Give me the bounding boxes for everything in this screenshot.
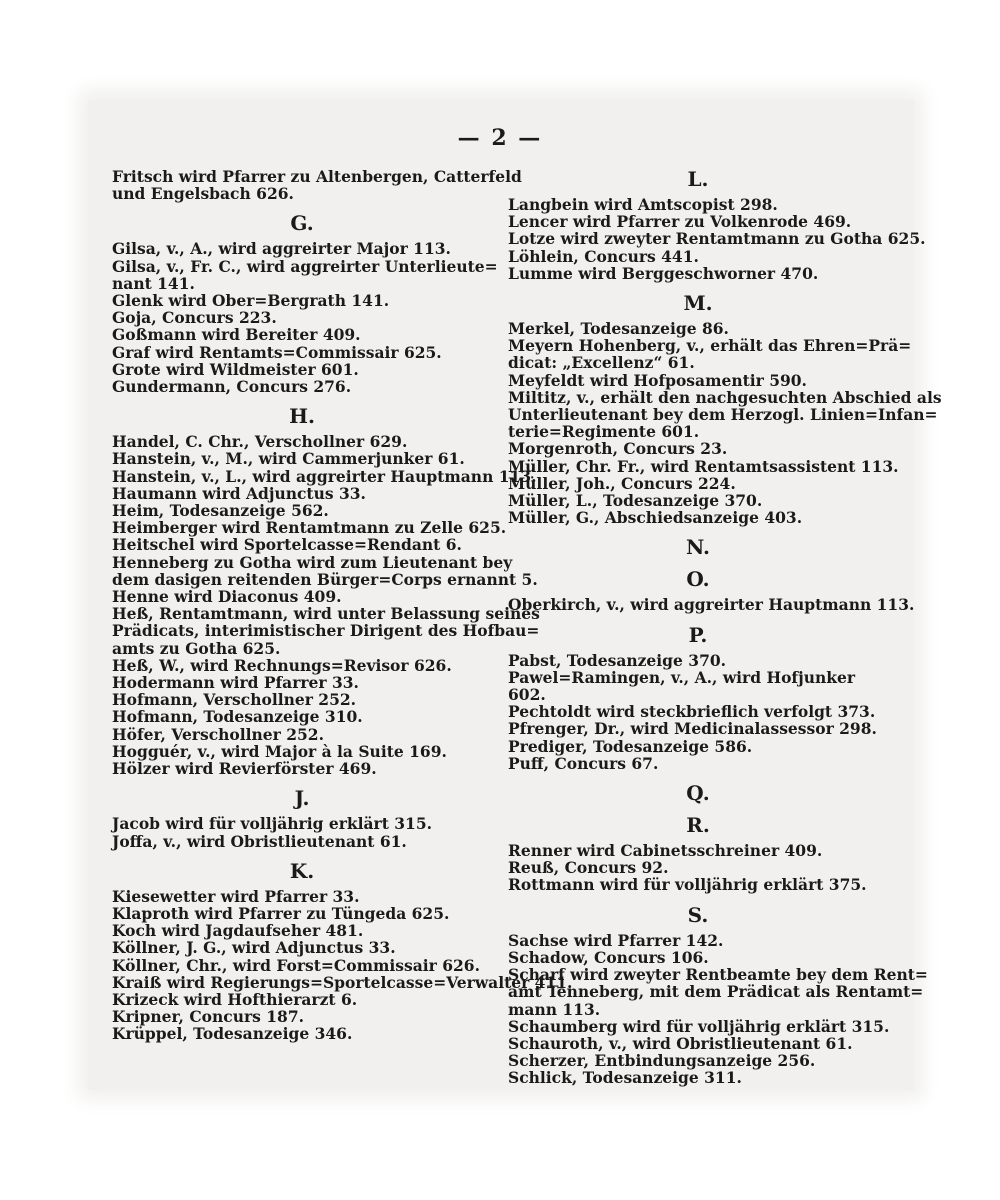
index-entry (112, 326, 492, 343)
entry-line: Pechtoldt wird steckbrieflich verfolgt 373. (508, 702, 876, 722)
entry-line: Haumann wird Adjunctus 33. (112, 483, 366, 503)
section-letter: N. (686, 535, 710, 560)
index-entry (508, 703, 888, 720)
entry-line: Scherzer, Entbindungsanzeige 256. (508, 1051, 816, 1071)
index-entry (112, 466, 537, 486)
index-entry (112, 309, 492, 326)
entry-line: Heß, Rentamtmann, wird unter Belassung seines (112, 604, 540, 624)
entry-line: amt Tenneberg, mit dem Prädicat als Rentamt= (508, 982, 924, 1002)
entry-line: Grote wird Wildmeister 601. (112, 359, 359, 379)
entry-line: Handel, C. Chr., Verschollner 629. (112, 432, 408, 452)
index-entry (112, 726, 492, 743)
index-entry (508, 229, 926, 249)
index-entry (508, 213, 888, 230)
entry-line: Oberkirch, v., wird aggreirter Hauptmann 113. (508, 595, 915, 615)
entry-line: mann 113. (508, 999, 601, 1019)
index-entry (112, 1025, 492, 1042)
entry-line: Köllner, Chr., wird Forst=Commissair 626. (112, 955, 480, 975)
index-entry (112, 1008, 492, 1025)
index-entry (112, 433, 492, 450)
index-entry (112, 905, 492, 922)
entry-line: Goßmann wird Bereiter 409. (112, 325, 361, 345)
entry-line: Henne wird Diaconus 409. (112, 587, 342, 607)
entry-line: Henneberg zu Gotha wird zum Lieutenant bey (112, 552, 513, 572)
entry-line: dicat: „Excellenz“ 61. (508, 353, 695, 373)
entry-line: Hogguér, v., wird Major à la Suite 169. (112, 741, 447, 761)
index-entry (508, 387, 942, 442)
entry-line: Müller, Joh., Concurs 224. (508, 473, 736, 493)
index-entry (112, 240, 492, 257)
entry-line: Müller, Chr. Fr., wird Rentamtsassistent 113. (508, 456, 899, 476)
entry-line: Sachse wird Pfarrer 142. (508, 930, 724, 950)
right-column (508, 167, 942, 1088)
entry-line: Goja, Concurs 223. (112, 308, 277, 328)
index-entry (508, 196, 888, 213)
entry-line: Müller, L., Todesanzeige 370. (508, 491, 763, 511)
index-entry (112, 760, 492, 777)
section-letter: G. (290, 211, 314, 236)
entry-line: Kiesewetter wird Pfarrer 33. (112, 886, 360, 906)
entry-line: Heim, Todesanzeige 562. (112, 501, 329, 521)
index-entry (112, 957, 492, 974)
entry-line: Meyfeldt wird Hofposamentir 590. (508, 370, 807, 390)
index-entry (508, 1069, 888, 1086)
section-letter: O. (686, 567, 710, 592)
index-entry (508, 265, 888, 282)
entry-line: Prediger, Todesanzeige 586. (508, 736, 753, 756)
index-entry (508, 876, 888, 893)
entry-line: Kraiß wird Regierungs=Sportelcasse=Verwalter 411. (112, 972, 573, 992)
entry-line: 602. (508, 685, 546, 705)
index-entry (112, 536, 492, 553)
entry-line: Pfrenger, Dr., wird Medicinalassessor 298. (508, 719, 877, 739)
entry-line: Unterlieutenant bey dem Herzogl. Linien=Infan= (508, 405, 938, 425)
index-entry (508, 372, 888, 389)
index-entry (508, 440, 888, 457)
entry-line: terie=Regimente 601. (508, 422, 700, 442)
entry-line: Schaumberg wird für volljährig erklärt 315. (508, 1016, 890, 1036)
entry-line: Meyern Hohenberg, v., erhält das Ehren=Prä= (508, 336, 912, 356)
index-entry (112, 708, 492, 725)
index-entry (112, 939, 492, 956)
entry-line: Hanstein, v., L., wird aggreirter Hauptmann 113. (112, 466, 537, 486)
entry-line: dem dasigen reitenden Bürger=Corps ernannt 5. (112, 569, 538, 589)
entry-line: Hofmann, Verschollner 252. (112, 690, 357, 710)
entry-line: Fritsch wird Pfarrer zu Altenbergen, Catterfeld (112, 167, 522, 186)
index-entry (508, 1035, 888, 1052)
entry-line: Joffa, v., wird Obristlieutenant 61. (112, 831, 407, 851)
entry-line: Klaproth wird Pfarrer zu Tüngeda 625. (112, 903, 450, 923)
index-entry (508, 842, 888, 859)
entry-line: Löhlein, Concurs 441. (508, 246, 699, 266)
entry-line: Kripner, Concurs 187. (112, 1007, 305, 1027)
index-entry (508, 652, 888, 669)
entry-line: Hodermann wird Pfarrer 33. (112, 673, 359, 693)
index-entry (508, 932, 888, 949)
section-letter: L. (687, 167, 709, 191)
index-entry (112, 888, 492, 905)
entry-line: Renner wird Cabinetsschreiner 409. (508, 841, 823, 861)
entry-line: Lumme wird Berggeschworner 470. (508, 263, 819, 283)
entry-line: Gundermann, Concurs 276. (112, 377, 352, 397)
section-letter: K. (289, 858, 315, 883)
entry-line: Heß, W., wird Rechnungs=Revisor 626. (112, 655, 452, 675)
page-number: — 2 — (457, 125, 543, 151)
section-letter: Q. (686, 781, 710, 806)
entry-line: Müller, G., Abschiedsanzeige 403. (508, 508, 803, 528)
entry-line: Scharf wird zweyter Rentbeamte bey dem Rent= (508, 965, 928, 985)
entry-line: Krizeck wird Hofthierarzt 6. (112, 989, 358, 1009)
index-entry (508, 475, 888, 492)
index-entry (112, 972, 573, 992)
entry-line: Glenk wird Ober=Bergrath 141. (112, 291, 390, 311)
index-entry (112, 991, 492, 1008)
entry-line: Schlick, Todesanzeige 311. (508, 1068, 742, 1088)
index-entry (112, 691, 492, 708)
entry-line: Jacob wird für volljährig erklärt 315. (112, 814, 433, 834)
section-letter: H. (289, 404, 315, 429)
section-letter: J. (294, 786, 310, 811)
entry-line: Lotze wird zweyter Rentamtmann zu Gotha 625. (508, 229, 926, 249)
index-entry (508, 456, 899, 476)
entry-line: Heimberger wird Rentamtmann zu Zelle 625. (112, 518, 507, 538)
index-entry (112, 743, 492, 760)
index-entry (112, 518, 507, 538)
section-letter: R. (686, 813, 710, 838)
index-entry (112, 378, 492, 395)
index-entry (112, 502, 492, 519)
entry-line: Gilsa, v., Fr. C., wird aggreirter Unterlieute= (112, 256, 498, 276)
entry-line: Schadow, Concurs 106. (508, 947, 709, 967)
index-entry (112, 256, 498, 293)
index-entry (508, 949, 888, 966)
section-letter: M. (683, 291, 713, 316)
index-entry (112, 361, 492, 378)
index-entry (112, 450, 492, 467)
index-entry (508, 248, 888, 265)
entry-line: Hofmann, Todesanzeige 310. (112, 707, 363, 727)
index-entry (508, 320, 888, 337)
index-entry (112, 588, 492, 605)
entry-line: Heitschel wird Sportelcasse=Rendant 6. (112, 535, 462, 555)
entry-line: Lencer wird Pfarrer zu Volkenrode 469. (508, 212, 852, 232)
entry-line: Höfer, Verschollner 252. (112, 724, 324, 744)
entry-line: nant 141. (112, 273, 195, 293)
entry-line: Koch wird Jagdaufseher 481. (112, 921, 364, 941)
entry-line: Puff, Concurs 67. (508, 753, 659, 773)
index-entry (508, 492, 888, 509)
entry-line: Rottmann wird für volljährig erklärt 375. (508, 875, 867, 895)
index-entry (112, 674, 492, 691)
entry-line: Reuß, Concurs 92. (508, 858, 669, 878)
index-entry (112, 344, 492, 361)
index-entry (508, 1018, 888, 1035)
entry-line: Merkel, Todesanzeige 86. (508, 319, 729, 339)
index-entry (508, 738, 888, 755)
entry-line: Gilsa, v., A., wird aggreirter Major 113. (112, 239, 451, 259)
entry-line: Krüppel, Todesanzeige 346. (112, 1024, 353, 1044)
entry-line: amts zu Gotha 625. (112, 638, 281, 658)
entry-line: Hanstein, v., M., wird Cammerjunker 61. (112, 449, 465, 469)
index-entry (112, 922, 492, 939)
index-entry (112, 167, 522, 204)
entry-line: und Engelsbach 626. (112, 184, 294, 204)
entry-line: Graf wird Rentamts=Commissair 625. (112, 342, 442, 362)
index-entry (112, 552, 538, 589)
index-entry (112, 657, 492, 674)
index-entry (508, 720, 888, 737)
index-entry (508, 1052, 888, 1069)
entry-line: Morgenroth, Concurs 23. (508, 439, 728, 459)
index-entry (508, 669, 888, 703)
entry-line: Hölzer wird Revierförster 469. (112, 759, 377, 779)
entry-line: Schauroth, v., wird Obristlieutenant 61. (508, 1033, 853, 1053)
entry-line: Prädicats, interimistischer Dirigent des Hofbau= (112, 621, 540, 641)
entry-line: Pabst, Todesanzeige 370. (508, 650, 727, 670)
entry-line: Pawel=Ramingen, v., A., wird Hofjunker (508, 667, 856, 687)
index-entry (112, 292, 492, 309)
index-entry (508, 859, 888, 876)
index-entry (508, 755, 888, 772)
index-entry (508, 336, 912, 373)
section-letter: S. (687, 902, 709, 927)
entry-line: Miltitz, v., erhält den nachgesuchten Abschied als (508, 387, 942, 407)
index-entry (112, 485, 492, 502)
section-letter: P. (688, 622, 708, 647)
index-entry (508, 965, 928, 1019)
index-entry (112, 815, 492, 832)
index-entry (508, 509, 888, 526)
index-entry (508, 595, 915, 615)
index-entry (112, 833, 492, 850)
index-entry (112, 604, 540, 658)
entry-line: Langbein wird Amtscopist 298. (508, 195, 778, 214)
entry-line: Köllner, J. G., wird Adjunctus 33. (112, 938, 396, 958)
